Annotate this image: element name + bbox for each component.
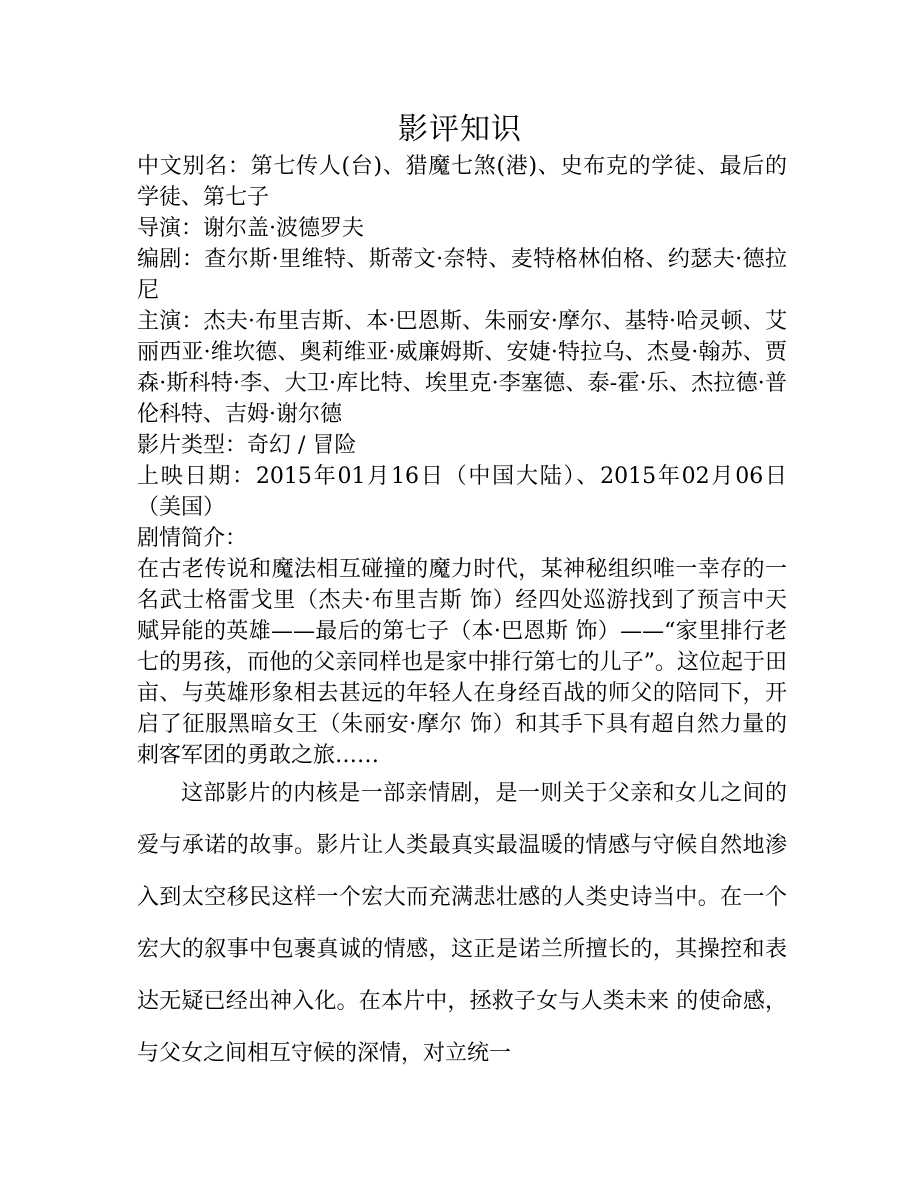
synopsis-text: 在古老传说和魔法相互碰撞的魔力时代，某神秘组织唯一幸存的一名武士格雷戈里（杰夫·布里吉斯 饰）经四处巡游找到了预言中天赋异能的英雄——最后的第七子（本·巴恩斯 饰）——“家里排行老七的男孩，而他的父亲同样也是家中排行第七的儿子”。这位起于田亩、与英雄形象相去甚远的年轻人在身经百战的师父的陪同下，开启了征服黑暗女王（朱丽安·摩尔 饰）和其手下具有超自然力量的刺客军团的勇敢之旅…… xyxy=(137,557,787,768)
director-line: 导演：谢尔盖·波德罗夫 xyxy=(137,216,364,241)
writer-line: 编剧：查尔斯·里维特、斯蒂文·奈特、麦特格林伯格、约瑟夫·德拉尼 xyxy=(137,247,787,303)
film-info-block xyxy=(137,151,787,771)
document-title: 影评知识 xyxy=(398,112,522,147)
genre-line: 影片类型：奇幻 / 冒险 xyxy=(137,433,357,458)
alias-line: 中文别名：第七传人(台)、猎魔七煞(港)、史布克的学徒、最后的学徒、第七子 xyxy=(137,154,787,210)
synopsis-heading: 剧情简介： xyxy=(137,526,248,551)
cast-line: 主演：杰夫·布里吉斯、本·巴恩斯、朱丽安·摩尔、基特·哈灵顿、艾丽西亚·维坎德、奥莉维亚·威廉姆斯、安婕·特拉乌、杰曼·翰苏、贾森·斯科特·李、大卫·库比特、埃里克·李塞德、泰-霍·乐、杰拉德·普伦科特、吉姆·谢尔德 xyxy=(137,309,787,427)
review-paragraph: 这部影片的内核是一部亲情剧，是一则关于父亲和女儿之间的爱与承诺的故事。影片让人类最真实最温暖的情感与守候自然地渗入到太空移民这样一个宏大而充满悲壮感的人类史诗当中。在一个宏大的叙事中包裹真诚的情感，这正是诺兰所擅长的，其操控和表达无疑已经出神入化。在本片中，拯救子女与人类未来 的使命感，与父女之间相互守候的深情，对立统一 xyxy=(137,781,787,1066)
release-date-line: 上映日期：2015年01月16日（中国大陆）、2015年02月06日（美国） xyxy=(137,464,787,520)
